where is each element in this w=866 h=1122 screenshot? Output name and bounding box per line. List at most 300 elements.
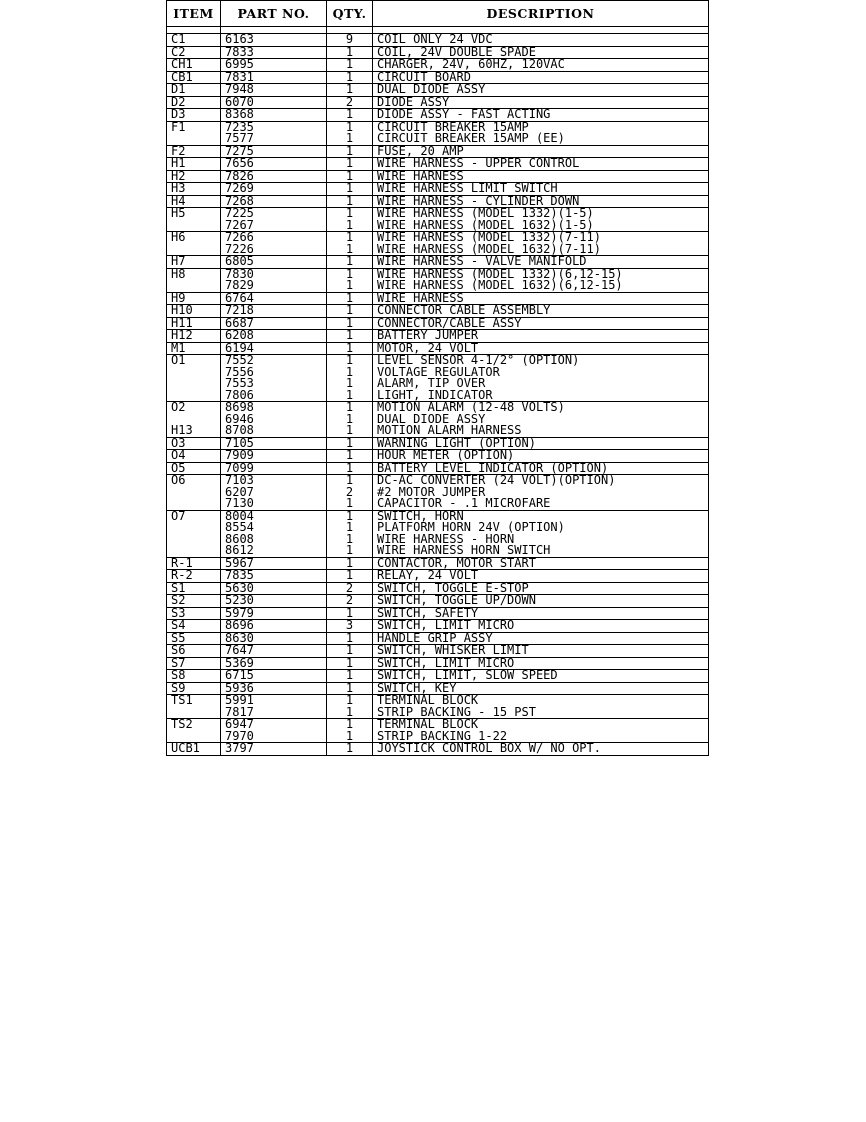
part-number-value: 7835: [225, 569, 254, 582]
quantity-cell: [327, 317, 373, 330]
part-number-value: 7806: [225, 387, 254, 402]
table-row: [167, 620, 709, 633]
description-value: WARNING LIGHT (OPTION): [377, 437, 536, 450]
item-label: [171, 534, 216, 546]
quantity-value: 1: [345, 364, 354, 379]
table-row: [167, 582, 709, 595]
part-number-value: 7948: [225, 83, 254, 96]
quantity-cell: [327, 121, 373, 145]
quantity-cell: [327, 109, 373, 122]
quantity-value: 3: [345, 619, 354, 632]
item-cell: [167, 437, 221, 450]
quantity-cell: [327, 305, 373, 318]
quantity-cell: [327, 256, 373, 269]
item-cell: [167, 183, 221, 196]
description-cell: [373, 475, 709, 511]
part-number-value: 6207: [225, 484, 254, 499]
part-number-cell: [221, 670, 327, 683]
quantity-value: 1: [345, 207, 354, 220]
quantity-value: 1: [345, 108, 354, 121]
description-value: CIRCUIT BREAKER 15AMP: [377, 121, 529, 134]
part-number-cell: [221, 570, 327, 583]
quantity-cell: [327, 570, 373, 583]
description-cell: [373, 292, 709, 305]
item-label: O7: [171, 510, 186, 523]
description-value: WIRE HARNESS - HORN: [377, 531, 515, 546]
part-number-value: 7826: [225, 170, 254, 183]
part-number-cell: [221, 510, 327, 557]
item-cell: [167, 232, 221, 256]
description-cell: [373, 632, 709, 645]
spacer-cell: [373, 27, 709, 34]
item-cell: [167, 292, 221, 305]
quantity-value: 1: [345, 354, 354, 367]
description-value: SWITCH, TOGGLE UP/DOWN: [377, 594, 536, 607]
item-cell: [167, 170, 221, 183]
quantity-value: 1: [345, 121, 354, 134]
quantity-cell: [327, 670, 373, 683]
description-cell: [373, 719, 709, 743]
quantity-cell: [327, 682, 373, 695]
item-label: S8: [171, 669, 186, 682]
part-number-cell: [221, 620, 327, 633]
table-row: [167, 695, 709, 719]
description-value: SWITCH, TOGGLE E-STOP: [377, 582, 529, 595]
part-number-value: 8696: [225, 619, 254, 632]
part-number-cell: [221, 305, 327, 318]
quantity-value: 2: [345, 484, 354, 499]
description-value: MOTOR, 24 VOLT: [377, 342, 479, 355]
item-cell: [167, 256, 221, 269]
part-number-value: 8004: [225, 510, 254, 523]
description-cell: [373, 84, 709, 97]
item-cell: [167, 682, 221, 695]
item-label: O3: [171, 437, 186, 450]
description-cell: [373, 232, 709, 256]
quantity-value: 1: [345, 718, 354, 731]
quantity-value: 2: [345, 594, 354, 607]
description-cell: [373, 305, 709, 318]
table-row: [167, 121, 709, 145]
description-cell: [373, 557, 709, 570]
part-number-value: 7552: [225, 354, 254, 367]
item-label: H3: [171, 182, 186, 195]
quantity-cell: [327, 743, 373, 756]
item-label: H13: [171, 423, 193, 437]
quantity-value: 1: [345, 607, 354, 620]
quantity-cell: [327, 195, 373, 208]
part-number-value: 7235: [225, 121, 254, 134]
part-number-value: 7656: [225, 157, 254, 170]
table-row: [167, 34, 709, 47]
item-label: S9: [171, 682, 186, 695]
description-value: CHARGER, 24V, 60HZ, 120VAC: [377, 58, 565, 71]
description-value: RELAY, 24 VOLT: [377, 569, 479, 582]
item-cell: [167, 719, 221, 743]
part-number-value: 3797: [225, 742, 254, 755]
table-row: [167, 437, 709, 450]
description-value: STRIP BACKING 1-22: [377, 728, 508, 743]
quantity-value: 1: [345, 682, 354, 695]
description-cell: [373, 170, 709, 183]
quantity-cell: [327, 96, 373, 109]
quantity-value: 1: [345, 182, 354, 195]
table-row: [167, 208, 709, 232]
description-value: CONNECTOR CABLE ASSEMBLY: [377, 304, 551, 317]
description-cell: [373, 34, 709, 47]
part-number-value: 6764: [225, 292, 254, 305]
item-label: H9: [171, 292, 186, 305]
table-row: [167, 46, 709, 59]
description-value: MOTION ALARM HARNESS: [377, 423, 522, 437]
item-label: H6: [171, 231, 186, 244]
description-value: DUAL DIODE ASSY: [377, 83, 486, 96]
quantity-cell: [327, 183, 373, 196]
description-value: WIRE HARNESS - UPPER CONTROL: [377, 157, 580, 170]
description-value: DIODE ASSY - FAST ACTING: [377, 108, 551, 121]
item-cell: [167, 450, 221, 463]
part-number-value: 7830: [225, 268, 254, 281]
item-cell: [167, 305, 221, 318]
item-label: [171, 390, 216, 402]
part-number-cell: [221, 437, 327, 450]
quantity-cell: [327, 145, 373, 158]
quantity-value: 1: [345, 387, 354, 402]
part-number-cell: [221, 121, 327, 145]
description-cell: [373, 582, 709, 595]
quantity-cell: [327, 595, 373, 608]
quantity-value: 1: [345, 557, 354, 570]
item-cell: [167, 268, 221, 292]
description-value: WIRE HARNESS (MODEL 1332)(1-5): [377, 207, 594, 220]
item-cell: [167, 109, 221, 122]
quantity-cell: [327, 557, 373, 570]
item-label: TS2: [171, 718, 193, 731]
quantity-cell: [327, 450, 373, 463]
quantity-value: 1: [345, 644, 354, 657]
description-value: WIRE HARNESS - CYLINDER DOWN: [377, 195, 580, 208]
item-label: [171, 545, 216, 557]
part-number-value: 8612: [225, 543, 254, 557]
part-number-column-header: PART NO.: [221, 1, 327, 27]
description-cell: [373, 682, 709, 695]
item-label: R-2: [171, 569, 193, 582]
spacer-cell: [221, 27, 327, 34]
part-number-cell: [221, 582, 327, 595]
quantity-value: 1: [345, 520, 354, 534]
quantity-cell: [327, 437, 373, 450]
item-cell: [167, 121, 221, 145]
part-number-cell: [221, 595, 327, 608]
quantity-cell: [327, 620, 373, 633]
quantity-value: 1: [345, 58, 354, 71]
part-number-cell: [221, 109, 327, 122]
part-number-value: 6687: [225, 317, 254, 330]
item-cell: [167, 570, 221, 583]
description-value: HANDLE GRIP ASSY: [377, 632, 493, 645]
part-number-cell: [221, 475, 327, 511]
description-value: CIRCUIT BREAKER 15AMP (EE): [377, 131, 565, 145]
quantity-value: 1: [345, 742, 354, 755]
description-cell: [373, 607, 709, 620]
item-label: H11: [171, 317, 193, 330]
description-value: WIRE HARNESS (MODEL 1632)(6,12-15): [377, 278, 623, 292]
description-value: WIRE HARNESS (MODEL 1332)(6,12-15): [377, 268, 623, 281]
quantity-value: 1: [345, 704, 354, 719]
quantity-cell: [327, 462, 373, 475]
part-number-value: 6163: [225, 33, 254, 46]
item-label: S1: [171, 582, 186, 595]
part-number-value: 8708: [225, 423, 254, 437]
quantity-value: 1: [345, 669, 354, 682]
part-number-value: 6805: [225, 255, 254, 268]
table-row: [167, 158, 709, 171]
quantity-cell: [327, 292, 373, 305]
quantity-cell: [327, 71, 373, 84]
description-cell: [373, 183, 709, 196]
part-number-value: 5630: [225, 582, 254, 595]
description-value: WIRE HARNESS HORN SWITCH: [377, 543, 551, 557]
item-label: H1: [171, 157, 186, 170]
description-value: WIRE HARNESS (MODEL 1332)(7-11): [377, 231, 601, 244]
quantity-cell: [327, 582, 373, 595]
part-number-value: 7099: [225, 462, 254, 475]
item-cell: [167, 46, 221, 59]
spacer-cell: [167, 27, 221, 34]
item-label: H10: [171, 304, 193, 317]
part-number-cell: [221, 34, 327, 47]
quantity-cell: [327, 695, 373, 719]
item-label: H7: [171, 255, 186, 268]
table-row: [167, 232, 709, 256]
description-cell: [373, 570, 709, 583]
item-label: S4: [171, 619, 186, 632]
description-value: VOLTAGE REGULATOR: [377, 364, 500, 379]
item-cell: [167, 208, 221, 232]
item-cell: [167, 330, 221, 343]
quantity-value: 1: [345, 657, 354, 670]
part-number-value: 8608: [225, 531, 254, 546]
item-label: H5: [171, 207, 186, 220]
item-cell: [167, 620, 221, 633]
description-cell: [373, 59, 709, 72]
part-number-value: 7268: [225, 195, 254, 208]
table-row: [167, 71, 709, 84]
quantity-value: 1: [345, 157, 354, 170]
quantity-cell: [327, 607, 373, 620]
part-number-cell: [221, 208, 327, 232]
quantity-value: 1: [345, 241, 354, 256]
part-number-cell: [221, 657, 327, 670]
quantity-value: 1: [345, 510, 354, 523]
item-label: D3: [171, 108, 186, 121]
part-number-cell: [221, 450, 327, 463]
item-label: [171, 133, 216, 145]
part-number-cell: [221, 355, 327, 402]
part-number-cell: [221, 183, 327, 196]
part-number-value: 7829: [225, 278, 254, 292]
part-number-value: 6194: [225, 342, 254, 355]
header-row: [167, 1, 709, 27]
quantity-value: 1: [345, 145, 354, 158]
description-cell: [373, 743, 709, 756]
quantity-cell: [327, 34, 373, 47]
part-number-cell: [221, 402, 327, 438]
quantity-cell: [327, 158, 373, 171]
table-row: [167, 719, 709, 743]
description-cell: [373, 402, 709, 438]
item-label: H8: [171, 268, 186, 281]
description-cell: [373, 330, 709, 343]
part-number-value: 7226: [225, 241, 254, 256]
item-cell: [167, 557, 221, 570]
item-label: O2: [171, 401, 186, 414]
table-row: [167, 292, 709, 305]
table-row: [167, 317, 709, 330]
table-row: [167, 595, 709, 608]
item-cell: [167, 607, 221, 620]
part-number-cell: [221, 743, 327, 756]
description-value: SWITCH, LIMIT MICRO: [377, 619, 515, 632]
part-number-cell: [221, 330, 327, 343]
item-cell: [167, 657, 221, 670]
item-label: S5: [171, 632, 186, 645]
description-cell: [373, 342, 709, 355]
quantity-cell: [327, 170, 373, 183]
table-row: [167, 330, 709, 343]
quantity-value: 1: [345, 449, 354, 462]
description-cell: [373, 109, 709, 122]
parts-table-body: [167, 27, 709, 756]
description-cell: [373, 195, 709, 208]
description-value: WIRE HARNESS (MODEL 1632)(1-5): [377, 217, 594, 232]
item-cell: [167, 145, 221, 158]
quantity-cell: [327, 355, 373, 402]
table-row: [167, 632, 709, 645]
description-value: WIRE HARNESS LIMIT SWITCH: [377, 182, 558, 195]
description-cell: [373, 437, 709, 450]
description-cell: [373, 620, 709, 633]
item-label: S6: [171, 644, 186, 657]
quantity-value: 1: [345, 304, 354, 317]
quantity-value: 9: [345, 33, 354, 46]
description-value: CONTACTOR, MOTOR START: [377, 557, 536, 570]
quantity-value: 1: [345, 694, 354, 707]
part-number-value: 5991: [225, 694, 254, 707]
table-row: [167, 96, 709, 109]
part-number-cell: [221, 695, 327, 719]
table-row: [167, 256, 709, 269]
table-row: [167, 645, 709, 658]
description-value: CONNECTOR/CABLE ASSY: [377, 317, 522, 330]
item-cell: [167, 402, 221, 438]
item-label: S2: [171, 594, 186, 607]
part-number-value: 5936: [225, 682, 254, 695]
table-row: [167, 355, 709, 402]
part-number-cell: [221, 71, 327, 84]
item-label: [171, 244, 216, 256]
description-cell: [373, 121, 709, 145]
quantity-cell: [327, 632, 373, 645]
table-row: [167, 84, 709, 97]
item-label: O4: [171, 449, 186, 462]
part-number-value: 7647: [225, 644, 254, 657]
quantity-value: 1: [345, 728, 354, 743]
quantity-column-header: QTY.: [327, 1, 373, 27]
part-number-value: 7130: [225, 496, 254, 510]
item-label: C2: [171, 46, 186, 59]
description-cell: [373, 96, 709, 109]
table-row: [167, 657, 709, 670]
description-cell: [373, 462, 709, 475]
table-row: [167, 268, 709, 292]
item-label: [171, 378, 216, 390]
description-value: FUSE, 20 AMP: [377, 145, 464, 158]
part-number-value: 5369: [225, 657, 254, 670]
part-number-cell: [221, 145, 327, 158]
description-cell: [373, 208, 709, 232]
item-cell: [167, 342, 221, 355]
table-row: [167, 743, 709, 756]
item-label: [171, 522, 216, 534]
description-value: CIRCUIT BOARD: [377, 71, 471, 84]
description-value: SWITCH, KEY: [377, 682, 457, 695]
quantity-value: 1: [345, 543, 354, 557]
description-cell: [373, 695, 709, 719]
part-number-value: 7267: [225, 217, 254, 232]
part-number-value: 7577: [225, 131, 254, 145]
table-row: [167, 462, 709, 475]
quantity-value: 1: [345, 632, 354, 645]
description-value: WIRE HARNESS - VALVE MANIFOLD: [377, 255, 587, 268]
item-label: O6: [171, 474, 186, 487]
description-value: TERMINAL BLOCK: [377, 694, 479, 707]
item-label: [171, 498, 216, 510]
quantity-value: 2: [345, 582, 354, 595]
description-cell: [373, 355, 709, 402]
part-number-cell: [221, 462, 327, 475]
item-label: F2: [171, 145, 186, 158]
description-cell: [373, 46, 709, 59]
description-cell: [373, 145, 709, 158]
part-number-cell: [221, 632, 327, 645]
part-number-value: 5230: [225, 594, 254, 607]
item-cell: [167, 317, 221, 330]
quantity-value: 1: [345, 255, 354, 268]
description-value: SWITCH, WHISKER LIMIT: [377, 644, 529, 657]
description-value: WIRE HARNESS (MODEL 1632)(7-11): [377, 241, 601, 256]
item-cell: [167, 59, 221, 72]
part-number-value: 7817: [225, 704, 254, 719]
item-label: TS1: [171, 694, 193, 707]
item-cell: [167, 195, 221, 208]
part-number-value: 8698: [225, 401, 254, 414]
part-number-value: 7105: [225, 437, 254, 450]
description-value: WIRE HARNESS: [377, 170, 464, 183]
description-cell: [373, 256, 709, 269]
description-value: ALARM, TIP OVER: [377, 376, 486, 390]
description-value: DC-AC CONVERTER (24 VOLT)(OPTION): [377, 474, 616, 487]
table-row: [167, 402, 709, 438]
quantity-cell: [327, 657, 373, 670]
item-label: S3: [171, 607, 186, 620]
description-value: HOUR METER (OPTION): [377, 449, 515, 462]
description-value: MOTION ALARM (12-48 VOLTS): [377, 401, 565, 414]
part-number-cell: [221, 557, 327, 570]
table-row: [167, 170, 709, 183]
item-label: M1: [171, 342, 186, 355]
quantity-cell: [327, 232, 373, 256]
